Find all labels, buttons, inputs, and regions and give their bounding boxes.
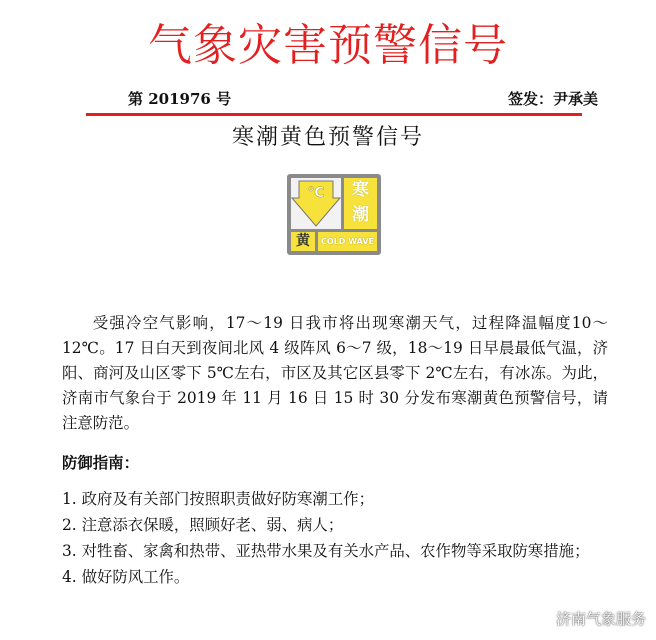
signal-english-label: COLD WAVE [318,232,377,251]
watermark-text: 济南气象服务 [555,609,646,628]
red-divider [86,113,582,116]
cold-wave-yellow-signal-icon [287,174,381,255]
document-number: 第 201976 号 [128,90,232,108]
issuer-signature: 签发：尹承美 [507,90,598,108]
list-item: 1. 政府及有关部门按照职责做好防寒潮工作； [62,490,374,508]
warning-paragraph: 受强冷空气影响，17～19 日我市将出现寒潮天气，过程降温幅度10～12℃。17 日白天到夜间北风 4 级阵风 6～7 级，18～19 日早晨最低气温，济阳、商河及山区零下 5℃左右，市区及其它区县零下 2℃左右，有冰冻。为此，济南市气象台于 2019 年 11 月 16 日 15 时 30 分发布寒潮黄色预警信号，请注意防范。 [62,314,608,432]
list-item: 4. 做好防风工作。 [62,568,190,586]
weibo-icon [529,606,551,631]
signal-color-label: 黄 [291,232,315,251]
watermark [529,606,646,631]
degree-label: ℃ [307,185,325,201]
list-item: 2. 注意添衣保暖，照顾好老、弱、病人； [62,516,344,534]
temperature-drop-panel [291,178,341,229]
guide-heading: 防御指南： [62,454,139,472]
list-item: 3. 对牲畜、家禽和热带、亚热带水果及有关水产品、农作物等采取防寒措施； [62,542,590,560]
down-arrow-icon [291,178,341,229]
signal-chinese-label: 寒潮 [344,178,377,229]
masthead-title: 气象灾害预警信号 [148,20,508,71]
guide-list [62,486,608,590]
warning-body [62,311,608,436]
document-title: 寒潮黄色预警信号 [231,125,424,150]
